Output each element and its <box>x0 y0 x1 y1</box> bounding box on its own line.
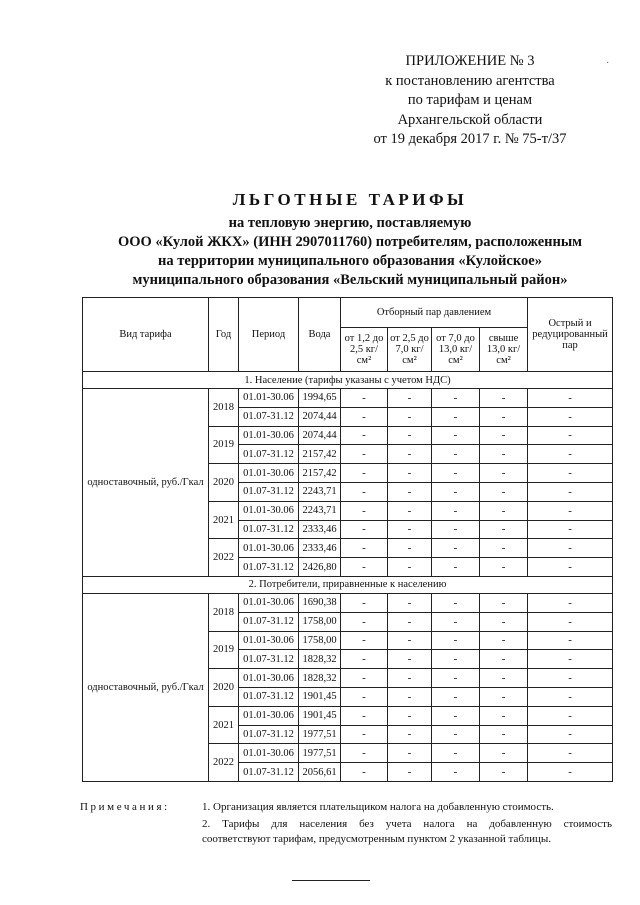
s2-cell: - <box>388 558 432 577</box>
appendix-line: по тарифам и ценам <box>407 92 533 108</box>
s2-cell: - <box>388 426 432 445</box>
year-cell: 2021 <box>209 501 239 539</box>
water-tariff-cell: 2074,44 <box>299 407 341 426</box>
sharp-cell: - <box>528 669 613 688</box>
period-cell: 01.07-31.12 <box>239 520 299 539</box>
s3-cell: - <box>432 558 480 577</box>
appendix-block <box>340 52 600 150</box>
s3-cell: - <box>432 445 480 464</box>
s3-cell: - <box>432 501 480 520</box>
s2-cell: - <box>388 631 432 650</box>
period-cell: 01.01-30.06 <box>239 631 299 650</box>
sharp-cell: - <box>528 593 613 612</box>
s2-cell: - <box>388 501 432 520</box>
water-tariff-cell: 1758,00 <box>299 612 341 631</box>
s3-cell: - <box>432 631 480 650</box>
s3-cell: - <box>432 464 480 483</box>
water-tariff-cell: 1901,45 <box>299 687 341 706</box>
s4-cell: - <box>480 725 528 744</box>
water-tariff-cell: 2157,42 <box>299 464 341 483</box>
tariff-kind-cell: одноставочный, руб./Гкал <box>83 593 209 781</box>
document-heading <box>70 190 630 290</box>
period-cell: 01.07-31.12 <box>239 482 299 501</box>
s2-cell: - <box>388 669 432 688</box>
water-tariff-cell: 1828,32 <box>299 650 341 669</box>
heading-line: ООО «Кулой ЖКХ» (ИНН 2907011760) потребителям, расположенным <box>117 234 583 250</box>
s3-cell: - <box>432 669 480 688</box>
s4-cell: - <box>480 669 528 688</box>
period-cell: 01.07-31.12 <box>239 558 299 577</box>
water-tariff-cell: 2157,42 <box>299 445 341 464</box>
s4-cell: - <box>480 687 528 706</box>
s3-cell: - <box>432 389 480 408</box>
s4-cell: - <box>480 426 528 445</box>
s3-cell: - <box>432 612 480 631</box>
year-cell: 2022 <box>209 539 239 577</box>
period-cell: 01.01-30.06 <box>239 744 299 763</box>
water-tariff-cell: 2333,46 <box>299 539 341 558</box>
scan-mark: · <box>606 58 610 69</box>
year-cell: 2021 <box>209 706 239 744</box>
heading-line: муниципального образования «Вельский муниципальный район» <box>132 272 568 288</box>
water-tariff-cell: 2056,61 <box>299 763 341 782</box>
s2-cell: - <box>388 744 432 763</box>
s1-cell: - <box>341 558 388 577</box>
s4-cell: - <box>480 650 528 669</box>
period-cell: 01.01-30.06 <box>239 464 299 483</box>
s1-cell: - <box>341 593 388 612</box>
s4-cell: - <box>480 706 528 725</box>
period-cell: 01.01-30.06 <box>239 389 299 408</box>
water-tariff-cell: 1828,32 <box>299 669 341 688</box>
tariff-table <box>82 297 613 782</box>
s3-cell: - <box>432 744 480 763</box>
sharp-cell: - <box>528 464 613 483</box>
sharp-cell: - <box>528 650 613 669</box>
period-cell: 01.01-30.06 <box>239 669 299 688</box>
appendix-line: от 19 декабря 2017 г. № 75-т/37 <box>373 131 567 147</box>
s4-cell: - <box>480 744 528 763</box>
sharp-cell: - <box>528 687 613 706</box>
sharp-cell: - <box>528 631 613 650</box>
period-cell: 01.01-30.06 <box>239 501 299 520</box>
appendix-line: Архангельской области <box>397 111 543 128</box>
section-row <box>83 372 613 389</box>
s1-cell: - <box>341 631 388 650</box>
year-cell: 2022 <box>209 744 239 782</box>
header-steam-2: от 2,5 до 7,0 кг/см² <box>388 328 432 372</box>
year-cell: 2019 <box>209 426 239 464</box>
sharp-cell: - <box>528 389 613 408</box>
s2-cell: - <box>388 482 432 501</box>
period-cell: 01.07-31.12 <box>239 407 299 426</box>
s2-cell: - <box>388 464 432 483</box>
sharp-cell: - <box>528 558 613 577</box>
s4-cell: - <box>480 539 528 558</box>
header-steam-3: от 7,0 до 13,0 кг/см² <box>432 328 480 372</box>
year-cell: 2018 <box>209 593 239 631</box>
s2-cell: - <box>388 725 432 744</box>
sharp-cell: - <box>528 725 613 744</box>
period-cell: 01.07-31.12 <box>239 612 299 631</box>
sharp-cell: - <box>528 539 613 558</box>
sharp-cell: - <box>528 612 613 631</box>
header-sharp-steam: Острый и редуцированный пар <box>528 298 613 372</box>
s1-cell: - <box>341 464 388 483</box>
sharp-cell: - <box>528 407 613 426</box>
s1-cell: - <box>341 725 388 744</box>
table-row <box>83 389 613 408</box>
year-cell: 2018 <box>209 389 239 427</box>
water-tariff-cell: 1977,51 <box>299 744 341 763</box>
year-cell: 2019 <box>209 631 239 669</box>
year-cell: 2020 <box>209 464 239 502</box>
sharp-cell: - <box>528 445 613 464</box>
s3-cell: - <box>432 593 480 612</box>
appendix-line: ПРИЛОЖЕНИЕ № 3 <box>405 53 535 69</box>
section-title: 1. Население (тарифы указаны с учетом НДС) <box>83 372 613 389</box>
s3-cell: - <box>432 725 480 744</box>
s4-cell: - <box>480 501 528 520</box>
s4-cell: - <box>480 445 528 464</box>
s4-cell: - <box>480 407 528 426</box>
s1-cell: - <box>341 407 388 426</box>
s1-cell: - <box>341 539 388 558</box>
header-steam-1: от 1,2 до 2,5 кг/см² <box>341 328 388 372</box>
s3-cell: - <box>432 539 480 558</box>
water-tariff-cell: 1901,45 <box>299 706 341 725</box>
s2-cell: - <box>388 520 432 539</box>
s1-cell: - <box>341 687 388 706</box>
s4-cell: - <box>480 389 528 408</box>
s1-cell: - <box>341 520 388 539</box>
s4-cell: - <box>480 612 528 631</box>
s1-cell: - <box>341 744 388 763</box>
document-title: ЛЬГОТНЫЕ ТАРИФЫ <box>232 190 468 209</box>
s1-cell: - <box>341 763 388 782</box>
s3-cell: - <box>432 706 480 725</box>
s1-cell: - <box>341 445 388 464</box>
s2-cell: - <box>388 445 432 464</box>
s1-cell: - <box>341 650 388 669</box>
water-tariff-cell: 1758,00 <box>299 631 341 650</box>
water-tariff-cell: 2333,46 <box>299 520 341 539</box>
period-cell: 01.07-31.12 <box>239 725 299 744</box>
period-cell: 01.07-31.12 <box>239 445 299 464</box>
sharp-cell: - <box>528 501 613 520</box>
period-cell: 01.01-30.06 <box>239 593 299 612</box>
closing-rule <box>292 880 370 881</box>
period-cell: 01.01-30.06 <box>239 539 299 558</box>
period-cell: 01.01-30.06 <box>239 426 299 445</box>
year-cell: 2020 <box>209 669 239 707</box>
s1-cell: - <box>341 706 388 725</box>
sharp-cell: - <box>528 482 613 501</box>
period-cell: 01.07-31.12 <box>239 687 299 706</box>
s1-cell: - <box>341 669 388 688</box>
tariff-kind-cell: одноставочный, руб./Гкал <box>83 389 209 577</box>
s1-cell: - <box>341 426 388 445</box>
s2-cell: - <box>388 706 432 725</box>
s2-cell: - <box>388 650 432 669</box>
sharp-cell: - <box>528 706 613 725</box>
water-tariff-cell: 2426,80 <box>299 558 341 577</box>
s3-cell: - <box>432 687 480 706</box>
s3-cell: - <box>432 482 480 501</box>
water-tariff-cell: 2243,71 <box>299 501 341 520</box>
s4-cell: - <box>480 631 528 650</box>
s3-cell: - <box>432 650 480 669</box>
header-water: Вода <box>299 298 341 372</box>
appendix-line: к постановлению агентства <box>385 72 555 89</box>
s1-cell: - <box>341 612 388 631</box>
header-year: Год <box>209 298 239 372</box>
s4-cell: - <box>480 464 528 483</box>
header-kind: Вид тарифа <box>83 298 209 372</box>
s4-cell: - <box>480 763 528 782</box>
s2-cell: - <box>388 389 432 408</box>
table-row <box>83 593 613 612</box>
period-cell: 01.07-31.12 <box>239 763 299 782</box>
s3-cell: - <box>432 520 480 539</box>
s1-cell: - <box>341 482 388 501</box>
section-title: 2. Потребители, приравненные к населению <box>83 576 613 593</box>
s4-cell: - <box>480 482 528 501</box>
period-cell: 01.01-30.06 <box>239 706 299 725</box>
sharp-cell: - <box>528 763 613 782</box>
header-period: Период <box>239 298 299 372</box>
water-tariff-cell: 1994,65 <box>299 389 341 408</box>
water-tariff-cell: 2243,71 <box>299 482 341 501</box>
s2-cell: - <box>388 539 432 558</box>
sharp-cell: - <box>528 520 613 539</box>
sharp-cell: - <box>528 426 613 445</box>
header-steam-group: Отборный пар давлением <box>341 298 528 328</box>
s1-cell: - <box>341 501 388 520</box>
s2-cell: - <box>388 593 432 612</box>
header-steam-4: свыше 13,0 кг/см² <box>480 328 528 372</box>
sharp-cell: - <box>528 744 613 763</box>
s3-cell: - <box>432 426 480 445</box>
s3-cell: - <box>432 407 480 426</box>
s2-cell: - <box>388 407 432 426</box>
period-cell: 01.07-31.12 <box>239 650 299 669</box>
note-2-continuation: соответствуют тарифам, предусмотренным пунктом 2 указанной таблицы. <box>202 833 552 845</box>
notes-label: Примечания: <box>80 801 170 813</box>
heading-line: на территории муниципального образования «Кулойское» <box>158 253 542 269</box>
note-1: 1. Организация является плательщиком налога на добавленную стоимость. <box>202 801 554 813</box>
water-tariff-cell: 2074,44 <box>299 426 341 445</box>
water-tariff-cell: 1690,38 <box>299 593 341 612</box>
water-tariff-cell: 1977,51 <box>299 725 341 744</box>
note-2: 2. Тарифы для населения без учета налога на добавленную стоимость <box>202 818 612 830</box>
s1-cell: - <box>341 389 388 408</box>
s2-cell: - <box>388 687 432 706</box>
s4-cell: - <box>480 558 528 577</box>
s3-cell: - <box>432 763 480 782</box>
s4-cell: - <box>480 593 528 612</box>
s2-cell: - <box>388 612 432 631</box>
tariff-table-body <box>83 372 613 782</box>
section-row <box>83 576 613 593</box>
s2-cell: - <box>388 763 432 782</box>
heading-line: на тепловую энергию, поставляемую <box>228 215 472 231</box>
s4-cell: - <box>480 520 528 539</box>
